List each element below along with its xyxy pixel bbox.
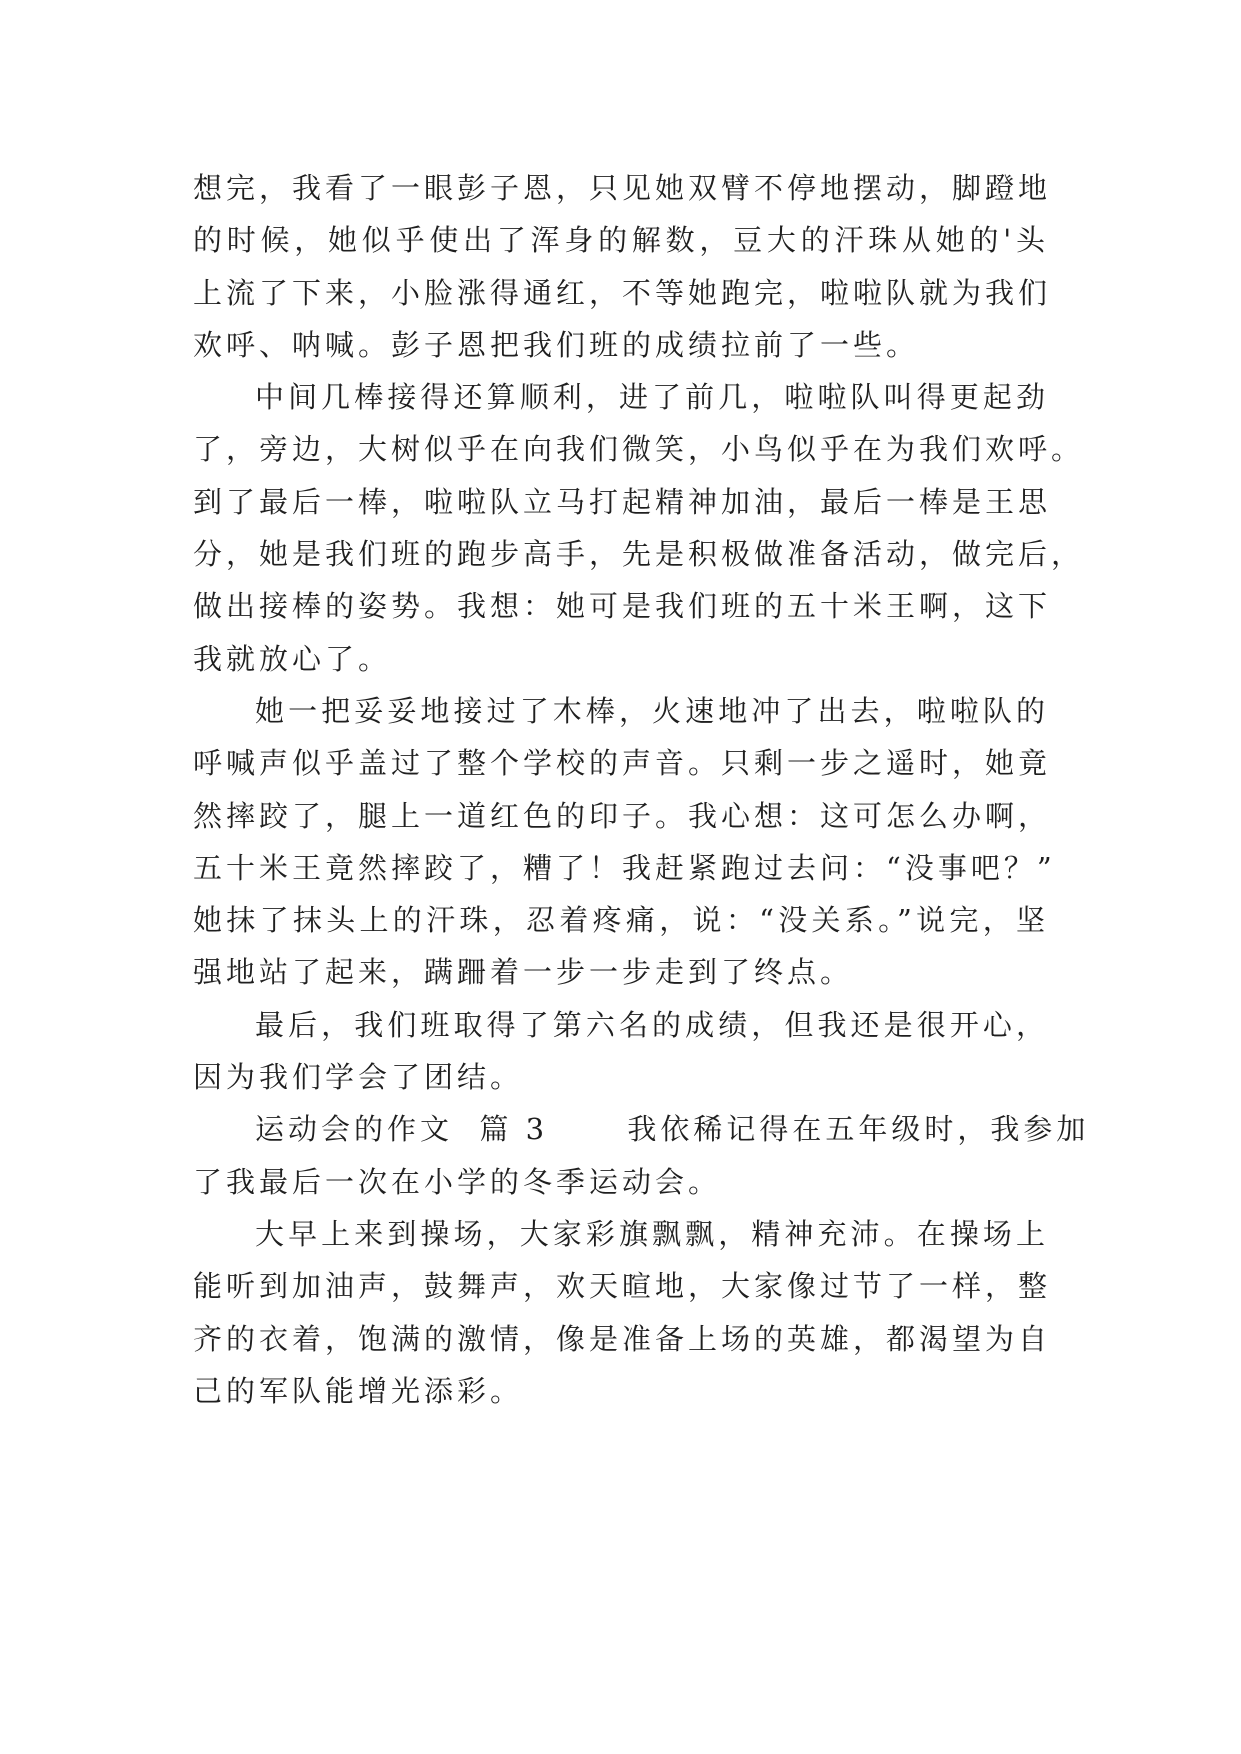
document-body [193, 162, 1090, 1417]
text-line: 齐的衣着，饱满的激情，像是准备上场的英雄，都渴望为自 [193, 1321, 1052, 1356]
section-heading-line: 运动会的作文 篇 3 我依稀记得在五年级时，我参加 [255, 1112, 1090, 1147]
text-line: 最后，我们班取得了第六名的成绩，但我还是很开心， [255, 1007, 1049, 1042]
text-line: 她一把妥妥地接过了木棒，火速地冲了出去，啦啦队的 [255, 693, 1049, 728]
text-line: 因为我们学会了团结。 [193, 1060, 524, 1095]
text-line: 她抹了抹头上的汗珠，忍着疼痛，说：“没关系。”说完，坚 [193, 903, 1049, 938]
text-line: 了我最后一次在小学的冬季运动会。 [193, 1164, 722, 1199]
text-line: 能听到加油声，鼓舞声，欢天暄地，大家像过节了一样，整 [193, 1269, 1052, 1304]
text-line: 上流了下来，小脸涨得通红，不等她跑完，啦啦队就为我们 [193, 275, 1052, 310]
text-line: 了，旁边，大树似乎在向我们微笑，小鸟似乎在为我们欢呼。 [193, 432, 1085, 467]
text-line: 到了最后一棒，啦啦队立马打起精神加油，最后一棒是王思 [193, 484, 1052, 519]
text-line: 五十米王竟然摔跤了，糟了！我赶紧跑过去问：“没事吧？” [193, 850, 1056, 885]
text-line: 想完，我看了一眼彭子恩，只见她双臂不停地摆动，脚蹬地 [193, 171, 1052, 205]
text-line: 呼喊声似乎盖过了整个学校的声音。只剩一步之遥时，她竟 [193, 746, 1052, 781]
text-line: 然摔跤了，腿上一道红色的印子。我心想：这可怎么办啊， [193, 798, 1052, 833]
text-line: 中间几棒接得还算顺利，进了前几，啦啦队叫得更起劲 [255, 380, 1049, 415]
text-line: 我就放心了。 [193, 641, 392, 676]
text-line: 做出接棒的姿势。我想：她可是我们班的五十米王啊，这下 [193, 589, 1052, 624]
text-line: 大早上来到操场，大家彩旗飘飘，精神充沛。在操场上 [255, 1216, 1049, 1251]
text-line: 欢呼、呐喊。彭子恩把我们班的成绩拉前了一些。 [193, 327, 920, 362]
text-line: 己的军队能增光添彩。 [193, 1373, 524, 1408]
text-line: 的时候，她似乎使出了浑身的解数，豆大的汗珠从她的'头 [193, 223, 1049, 258]
text-line: 分，她是我们班的跑步高手，先是积极做准备活动，做完后， [193, 537, 1085, 572]
text-line: 强地站了起来，蹒跚着一步一步走到了终点。 [193, 955, 854, 990]
